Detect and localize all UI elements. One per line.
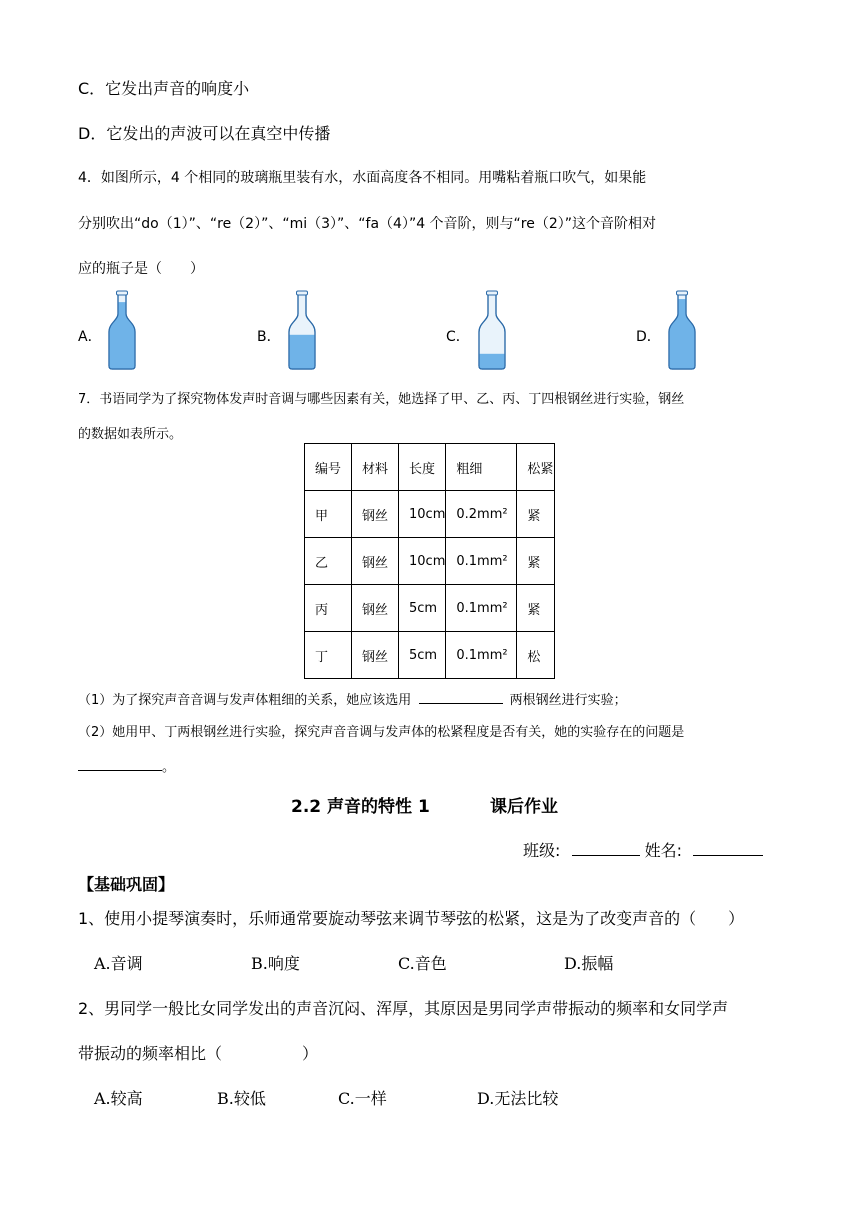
table-header-cell: 粗细 — [446, 444, 517, 491]
name-label: 姓名: — [644, 841, 682, 860]
table-cell: 紧 — [517, 585, 555, 632]
table-row — [305, 538, 555, 585]
q4-stem-line1: 4．如图所示，4 个相同的玻璃瓶里装有水，水面高度各不相同。用嘴粘着瓶口吹气，如果能 — [78, 170, 647, 186]
hw1-option-a: A.音调 — [94, 954, 143, 973]
section-title: 2.2 声音的特性 1 — [291, 797, 430, 817]
hw2-option-a: A.较高 — [94, 1089, 143, 1108]
q7-sub2-end: 。 — [162, 760, 176, 775]
table-row — [305, 585, 555, 632]
bottle-d-image — [664, 290, 700, 370]
table-cell: 0.2mm² — [446, 491, 517, 538]
bottle-lip — [297, 291, 308, 295]
table-cell: 紧 — [517, 538, 555, 585]
table-cell: 10cm — [399, 491, 446, 538]
table-cell: 紧 — [517, 491, 555, 538]
table-header-cell: 松紧 — [517, 444, 555, 491]
hw1-stem: 1、使用小提琴演奏时，乐师通常要旋动琴弦来调节琴弦的松紧，这是为了改变声音的（ ） — [78, 909, 745, 928]
q7-stem-line2: 的数据如表所示。 — [78, 427, 183, 442]
table-cell: 5cm — [399, 585, 446, 632]
hw2-stem-line2: 带振动的频率相比（ ） — [78, 1044, 319, 1063]
q4-option-d-label: D． — [636, 329, 661, 345]
table-header-cell: 长度 — [399, 444, 446, 491]
q7-sub1-suffix: 两根钢丝进行实验； — [509, 693, 627, 708]
table-header-cell: 材料 — [352, 444, 399, 491]
table-cell: 丁 — [305, 632, 352, 679]
table-header-cell: 编号 — [305, 444, 352, 491]
hw1-option-c: C.音色 — [398, 954, 447, 973]
q4-option-a-label: A． — [78, 329, 102, 345]
bottle-lip — [677, 291, 688, 295]
hw1-option-d: D.振幅 — [564, 954, 614, 973]
table-cell: 钢丝 — [352, 585, 399, 632]
q4-option-c-label: C． — [446, 329, 470, 345]
section-category: 【基础巩固】 — [78, 875, 175, 894]
q7-sub1-prefix: （1）为了探究声音音调与发声体粗细的关系，她应该选用 — [78, 693, 412, 708]
q7-sub1-answer-blank[interactable] — [419, 689, 503, 704]
table-cell: 0.1mm² — [446, 585, 517, 632]
q7-sub2-answer — [78, 756, 175, 775]
table-row — [305, 632, 555, 679]
q3-option-c: C．它发出声音的响度小 — [78, 79, 250, 98]
table-cell: 松 — [517, 632, 555, 679]
hw2-stem-line1: 2、男同学一般比女同学发出的声音沉闷、浑厚，其原因是男同学声带振动的频率和女同学声 — [78, 999, 729, 1018]
q4-stem-line2: 分别吹出“do（1）”、“re（2）”、“mi（3）”、“fa（4）”4 个音阶，则与“re（2）”这个音阶相对 — [78, 216, 657, 232]
q3-option-d: D．它发出的声波可以在真空中传播 — [78, 124, 331, 143]
table-header-row — [305, 444, 555, 491]
q4-option-b-label: B． — [257, 329, 281, 345]
class-input-blank[interactable] — [572, 841, 640, 856]
table-cell: 钢丝 — [352, 538, 399, 585]
class-name-line — [523, 838, 763, 861]
bottle-lip — [487, 291, 498, 295]
hw1-option-b: B.响度 — [251, 954, 300, 973]
bottle-a-image — [104, 290, 140, 370]
name-input-blank[interactable] — [693, 841, 763, 856]
table-cell: 钢丝 — [352, 491, 399, 538]
q7-sub2: （2）她用甲、丁两根钢丝进行实验，探究声音音调与发声体的松紧程度是否有关，她的实验存在的问题是 — [78, 725, 685, 740]
hw2-option-b: B.较低 — [217, 1089, 266, 1108]
bottle-b-image — [284, 290, 320, 370]
section-subtitle: 课后作业 — [490, 797, 558, 817]
table-cell: 0.1mm² — [446, 538, 517, 585]
hw2-option-c: C.一样 — [338, 1089, 387, 1108]
steel-wire-table — [304, 443, 555, 679]
bottle-c-image — [474, 290, 510, 370]
table-cell: 甲 — [305, 491, 352, 538]
class-label: 班级: — [523, 841, 561, 860]
table-cell: 乙 — [305, 538, 352, 585]
table-cell: 0.1mm² — [446, 632, 517, 679]
q7-sub2-answer-blank[interactable] — [78, 756, 162, 771]
table-cell: 钢丝 — [352, 632, 399, 679]
hw2-option-d: D.无法比较 — [477, 1089, 559, 1108]
q4-stem-line3: 应的瓶子是（ ） — [78, 261, 204, 277]
q7-sub1 — [78, 689, 627, 708]
table-cell: 丙 — [305, 585, 352, 632]
table-cell: 10cm — [399, 538, 446, 585]
table-cell: 5cm — [399, 632, 446, 679]
bottle-lip — [117, 291, 128, 295]
q7-stem-line1: 7．书语同学为了探究物体发声时音调与哪些因素有关，她选择了甲、乙、丙、丁四根钢丝进行实验，钢丝 — [78, 392, 685, 407]
table-row — [305, 491, 555, 538]
